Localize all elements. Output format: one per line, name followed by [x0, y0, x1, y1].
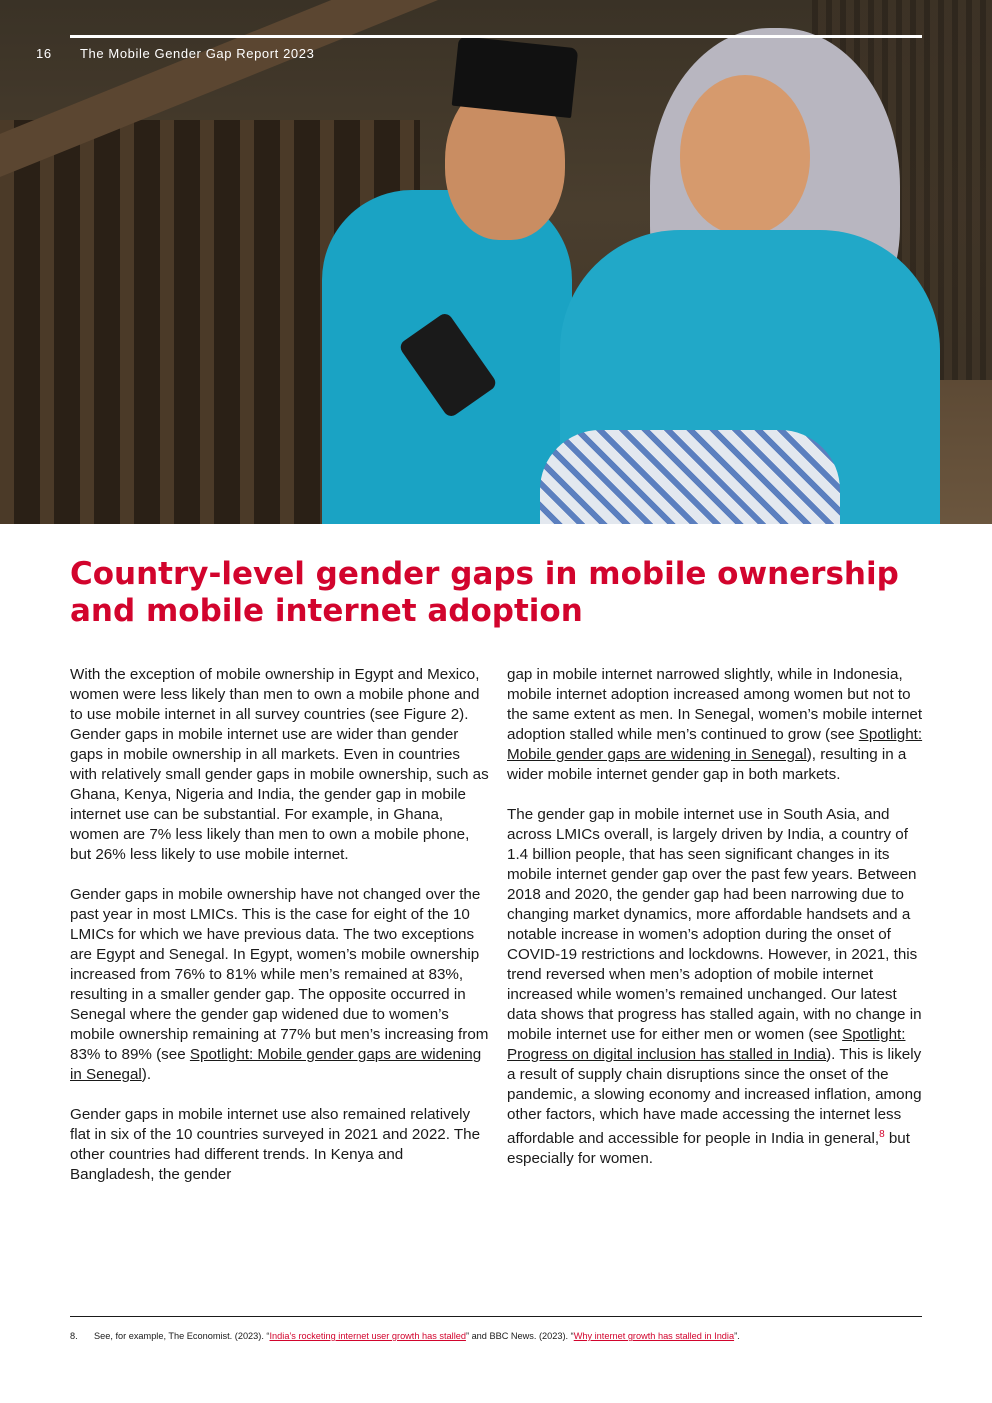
paragraph-text: ).	[141, 1066, 152, 1083]
paragraph-text: but especially for women.	[507, 1130, 910, 1168]
woman-face	[680, 75, 810, 235]
paragraph	[507, 665, 923, 785]
paragraph	[70, 885, 490, 1085]
right-column	[507, 665, 923, 1189]
paragraph	[507, 805, 923, 1169]
songkok-hat	[452, 36, 579, 118]
footnote-rule	[70, 1316, 922, 1317]
paragraph-text: ). This is likely a result of supply chain disruptions since the onset of the pandemic, a slowing economy and increased inflation, among other factors, which have made accessing the internet less affordable and accessible for people in India in general,	[507, 1046, 922, 1148]
section-title: Country-level gender gaps in mobile ownership and mobile internet adoption	[70, 556, 899, 629]
left-column	[70, 665, 490, 1205]
paragraph: With the exception of mobile ownership in Egypt and Mexico, women were less likely than men to own a mobile phone and to use mobile internet in all survey countries (see Figure 2). Gender gaps in mobile internet use are wider than gender gaps in mobile ownership in all markets. Even in countries with relatively small gender gaps in mobile ownership, such as Ghana, Kenya, Nigeria and India, the gender gap in mobile internet use can be substantial. For example, in Ghana, women are 7% less likely than men to own a mobile phone, but 26% less likely to use mobile internet.	[70, 666, 489, 863]
footnote-ref[interactable]: 8	[879, 1129, 885, 1140]
paragraph-text: ), resulting in a wider mobile internet gender gap in both markets.	[507, 746, 907, 783]
spotlight-senegal-link[interactable]: Spotlight: Mobile gender gaps are widening in Senegal	[507, 726, 923, 763]
footnote-text: ”.	[734, 1331, 740, 1341]
paragraph-text: Gender gaps in mobile ownership have not changed over the past year in most LMICs. This is the case for eight of the 10 LMICs for which we have previous data. The two exceptions are Egypt and Senegal. In Egypt, women’s mobile ownership increased from 76% to 81% while men’s remained at 83%, resulting in a smaller gender gap. The opposite occurred in Senegal where the gender gap widened due to women’s mobile ownership remaining at 77% but men’s increasing from 83% to 89% (see	[70, 886, 489, 1063]
patterned-skirt	[540, 430, 840, 524]
footnote-number: 8.	[70, 1331, 78, 1341]
economist-link[interactable]: India’s rocketing internet user growth has stalled	[269, 1331, 466, 1341]
running-header	[36, 46, 314, 61]
paragraph: Gender gaps in mobile internet use also remained relatively flat in six of the 10 countries surveyed in 2021 and 2022. The other countries had different trends. In Kenya and Bangladesh, the gender	[70, 1106, 481, 1183]
report-title: The Mobile Gender Gap Report 2023	[80, 46, 315, 61]
bbc-link[interactable]: Why internet growth has stalled in India	[573, 1331, 735, 1341]
footnote	[70, 1331, 740, 1341]
spotlight-india-link[interactable]: Spotlight: Progress on digital inclusion has stalled in India	[507, 1026, 906, 1063]
paragraph-text: gap in mobile internet narrowed slightly, while in Indonesia, mobile internet adoption increased among women but not to the same extent as men. In Senegal, women’s mobile internet adoption stalled while men’s continued to grow (see	[507, 666, 923, 743]
hero-photo	[0, 0, 992, 524]
paragraph-text: The gender gap in mobile internet use in South Asia, and across LMICs overall, is largely driven by India, a country of 1.4 billion people, that has seen significant changes in its mobile internet gender gap over the past few years. Between 2018 and 2020, the gender gap had been narrowing due to changing market dynamics, more affordable handsets and a notable increase in women’s adoption during the onset of COVID-19 restrictions and lockdowns. However, in 2021, this trend reversed when men’s adoption of mobile internet increased while women’s remained unchanged. Our latest data shows that progress has stalled again, with no change in mobile internet use for either men or women (see	[507, 806, 922, 1043]
header-rule	[70, 35, 922, 38]
footnote-text: See, for example, The Economist. (2023). “	[94, 1331, 270, 1341]
page-number: 16	[36, 46, 52, 61]
spotlight-senegal-link[interactable]: Spotlight: Mobile gender gaps are widening in Senegal	[70, 1046, 482, 1083]
footnote-text: ” and BBC News. (2023). “	[465, 1331, 574, 1341]
